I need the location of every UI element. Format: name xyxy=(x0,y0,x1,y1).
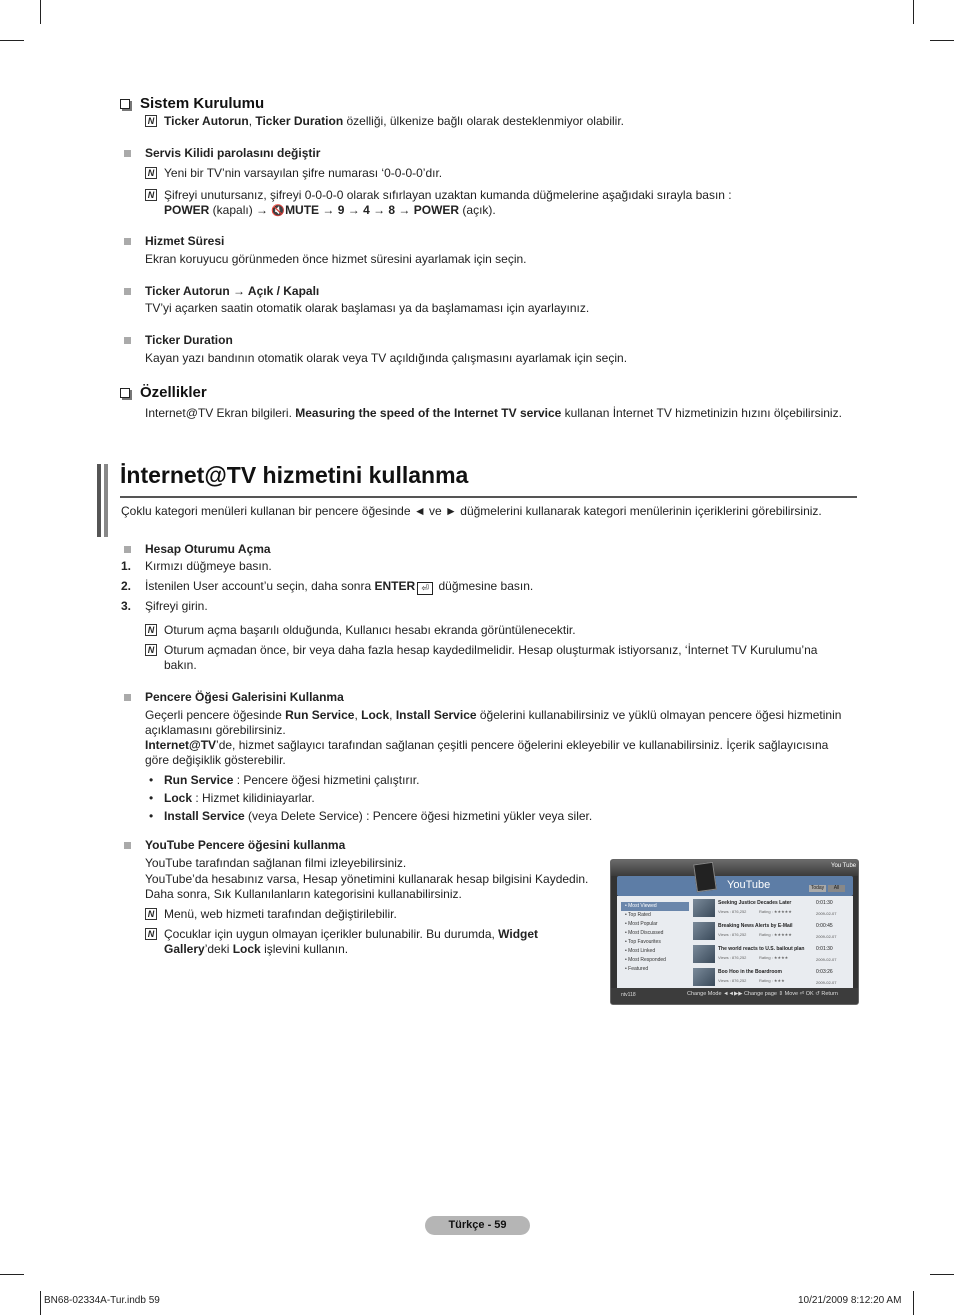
video-row[interactable] xyxy=(691,966,851,988)
video-duration: 0:00:45 xyxy=(816,923,833,929)
category-menu-item[interactable]: • Most Linked xyxy=(625,948,656,954)
section-title: İnternet@TV hizmetini kullanma xyxy=(120,462,469,488)
ozellikler-text: Internet@TV Ekran bilgileri. Measuring the speed of the Internet TV service kullanan İnternet TV hizmetinizin hızını ölçebilirsiniz. xyxy=(145,406,842,420)
pencere-title: Pencere Öğesi Galerisini Kullanma xyxy=(145,690,344,704)
hesap-note2: Oturum açmadan önce, bir veya daha fazla hesap kaydedilmelidir. Hesap oluşturmak istiyorsanız, ‘İnternet TV Kurulumu’na xyxy=(164,643,818,657)
screen-bottom-left: ntv118 xyxy=(621,992,636,998)
video-thumbnail xyxy=(693,945,715,963)
category-menu xyxy=(621,902,689,974)
note-icon: N xyxy=(145,189,157,201)
crop-mark xyxy=(913,1291,914,1315)
bullet-install-service: Install Service (veya Delete Service) : Pencere öğesi hizmetini yükler veya siler. xyxy=(164,809,593,823)
step-2: İstenilen User account’u seçin, daha sonra ENTER ⏎ düğmesine basın. xyxy=(145,579,534,593)
note-ticker: Ticker Autorun, Ticker Duration özelliği, ülkenize bağlı olarak desteklenmiyor olabilir. xyxy=(164,114,624,128)
note-icon: N xyxy=(145,644,157,656)
video-views: Views : 876,252 xyxy=(718,909,747,914)
youtube-logo: You Tube xyxy=(831,863,857,869)
video-thumbnail xyxy=(693,922,715,940)
square-bullet-icon xyxy=(124,150,131,157)
video-row[interactable] xyxy=(691,897,851,919)
hesap-note1: Oturum açma başarılı olduğunda, Kullanıcı hesabı ekranda görüntülenecektir. xyxy=(164,623,576,637)
video-duration: 0:03:26 xyxy=(816,969,833,975)
crop-mark xyxy=(930,1274,954,1275)
crop-mark xyxy=(40,1291,41,1315)
hesap-note2-cont: bakın. xyxy=(164,658,197,672)
video-rating: Rating : ★★★★★ xyxy=(759,909,792,914)
autorun-text: TV’yi açarken saatin otomatik olarak başlaması ya da başlamaması için ayarlayınız. xyxy=(145,301,590,315)
title-bar xyxy=(104,464,108,537)
note-icon: N xyxy=(145,167,157,179)
youtube-line1: YouTube tarafından sağlanan filmi izleyebilirsiniz. xyxy=(145,856,407,870)
video-rating: Rating : ★★★ xyxy=(759,978,785,983)
video-date: 2009-02-07 xyxy=(816,957,837,962)
category-menu-item[interactable]: • Most Responded xyxy=(625,957,666,963)
duration-text: Kayan yazı bandının otomatik olarak veya TV açıldığında çalışmasını ayarlamak için seçin. xyxy=(145,351,628,365)
hizmet-title: Hizmet Süresi xyxy=(145,234,225,248)
crop-mark xyxy=(0,1274,24,1275)
video-thumbnail xyxy=(693,968,715,986)
heading-ozellikler: Özellikler xyxy=(120,384,207,401)
pencere-line3: Internet@TV’de, hizmet sağlayıcı tarafından sağlanan çeşitli pencere öğelerini ekleyebilir ve kullanabilirsiniz. İçerik sağlayıcısına xyxy=(145,738,829,752)
note-icon: N xyxy=(145,928,157,940)
video-title: Boo Hoo in the Boardroom xyxy=(718,969,782,975)
youtube-note2-cont: Gallery’deki Lock işlevini kullanın. xyxy=(164,942,349,956)
category-menu-item[interactable]: • Top Rated xyxy=(625,912,651,918)
bullet-dot: • xyxy=(149,773,154,787)
checkbox-icon xyxy=(120,99,130,109)
video-views: Views : 876,252 xyxy=(718,978,747,983)
square-bullet-icon xyxy=(124,288,131,295)
bullet-dot: • xyxy=(149,809,154,823)
video-title: Seeking Justice Decades Later xyxy=(718,900,792,906)
servis-title: Servis Kilidi parolasını değiştir xyxy=(145,146,321,160)
pencere-line2: açıklamasını görebilirsiniz. xyxy=(145,723,286,737)
video-rating: Rating : ★★★★★ xyxy=(759,932,792,937)
title-bar xyxy=(97,464,101,537)
step-1: Kırmızı düğmeye basın. xyxy=(145,559,272,573)
hesap-title: Hesap Oturumu Açma xyxy=(145,542,271,556)
crop-mark xyxy=(913,0,914,24)
step-number: 1. xyxy=(121,559,132,573)
video-title: Breaking News Alerts by E-Mail xyxy=(718,923,793,929)
video-list xyxy=(691,897,851,989)
youtube-line3: Daha sonra, Sık Kullanılanların kategorisini kullanabilirsiniz. xyxy=(145,887,462,901)
footer-date: 10/21/2009 8:12:20 AM xyxy=(798,1295,902,1306)
video-date: 2009-02-07 xyxy=(816,934,837,939)
crop-mark xyxy=(0,40,24,41)
note-icon: N xyxy=(145,115,157,127)
video-row[interactable] xyxy=(691,920,851,942)
video-views: Views : 876,252 xyxy=(718,932,747,937)
page-number: Türkçe - 59 xyxy=(425,1216,530,1235)
pencere-line4: göre değişiklik gösterebilir. xyxy=(145,753,286,767)
step-number: 2. xyxy=(121,579,132,593)
video-rating: Rating : ★★★★ xyxy=(759,955,789,960)
mute-icon: 🔇 xyxy=(271,205,286,217)
square-bullet-icon xyxy=(124,238,131,245)
intro-text: Çoklu kategori menüleri kullanan bir pencere öğesinde ◄ ve ► düğmelerini kullanarak kategori menülerinin içeriklerini görebilirsiniz. xyxy=(121,504,822,518)
video-date: 2009-02-07 xyxy=(816,911,837,916)
youtube-note1: Menü, web hizmeti tarafından değiştirilebilir. xyxy=(164,907,397,921)
hizmet-text: Ekran koruyucu görünmeden önce hizmet süresini ayarlamak için seçin. xyxy=(145,252,527,266)
youtube-note2: Çocuklar için uygun olmayan içerikler bulunabilir. Bu durumda, Widget xyxy=(164,927,539,941)
title-underline xyxy=(120,496,857,498)
square-bullet-icon xyxy=(124,694,131,701)
crop-mark xyxy=(930,40,954,41)
pencere-line1: Geçerli pencere öğesinde Run Service, Lock, Install Service öğelerini kullanabilirsiniz ve yüklü olmayan pencere öğesi hizmetinin xyxy=(145,708,842,722)
footer-file: BN68-02334A-Tur.indb 59 xyxy=(44,1295,160,1306)
enter-icon: ⏎ xyxy=(417,582,433,595)
video-title: The world reacts to U.S. bailout plan xyxy=(718,946,805,952)
servis-sequence: POWER (kapalı) → 🔇MUTE → 9 → 4 → 8 → POWER (açık). xyxy=(164,203,496,217)
servis-note2: Şifreyi unutursanız, şifreyi 0-0-0-0 olarak sıfırlayan uzaktan kumanda düğmelerine aşağıdaki sırayla basın : xyxy=(164,188,732,202)
youtube-title: YouTube Pencere öğesini kullanma xyxy=(145,838,346,852)
note-icon: N xyxy=(145,908,157,920)
duration-title: Ticker Duration xyxy=(145,333,233,347)
category-menu-item[interactable]: • Featured xyxy=(625,966,649,972)
youtube-line2: YouTube’da hesabınız varsa, Hesap yönetimini kullanarak hesap bilgisini Kaydedin. xyxy=(145,872,589,886)
video-date: 2009-02-07 xyxy=(816,980,837,985)
note-icon: N xyxy=(145,624,157,636)
bullet-lock: Lock : Hizmet kilidiniayarlar. xyxy=(164,791,315,805)
video-duration: 0:01:30 xyxy=(816,946,833,952)
video-thumbnail xyxy=(693,899,715,917)
tab-all[interactable]: All xyxy=(828,885,845,892)
category-menu-item[interactable]: • Most Popular xyxy=(625,921,658,927)
bullet-dot: • xyxy=(149,791,154,805)
video-row[interactable] xyxy=(691,943,851,965)
square-bullet-icon xyxy=(124,842,131,849)
tab-today[interactable]: Today xyxy=(810,885,825,891)
autorun-title: Ticker Autorun → Açık / Kapalı xyxy=(145,284,320,298)
heading-sistem-kurulumu: Sistem Kurulumu xyxy=(120,95,264,112)
square-bullet-icon xyxy=(124,337,131,344)
category-menu-item[interactable]: • Most Viewed xyxy=(621,902,689,911)
screen-help-bar: Change Mode ◄◄▶▶ Change page ⇕ Move ⏎ OK ↺ Return xyxy=(687,991,838,997)
bullet-run-service: Run Service : Pencere öğesi hizmetini çalıştırır. xyxy=(164,773,420,787)
servis-note1: Yeni bir TV’nin varsayılan şifre numarası ‘0-0-0-0’dır. xyxy=(164,166,443,180)
checkbox-icon xyxy=(120,388,130,398)
step-3: Şifreyi girin. xyxy=(145,599,208,613)
tv-widget-icon xyxy=(693,862,717,893)
crop-mark xyxy=(40,0,41,24)
step-number: 3. xyxy=(121,599,132,613)
square-bullet-icon xyxy=(124,546,131,553)
video-duration: 0:01:30 xyxy=(816,900,833,906)
screen-topbar xyxy=(611,860,858,876)
category-menu-item[interactable]: • Most Discussed xyxy=(625,930,664,936)
youtube-screenshot xyxy=(610,859,859,1005)
screen-brand: YouTube xyxy=(727,879,771,891)
video-views: Views : 876,252 xyxy=(718,955,747,960)
category-menu-item[interactable]: • Top Favourites xyxy=(625,939,661,945)
